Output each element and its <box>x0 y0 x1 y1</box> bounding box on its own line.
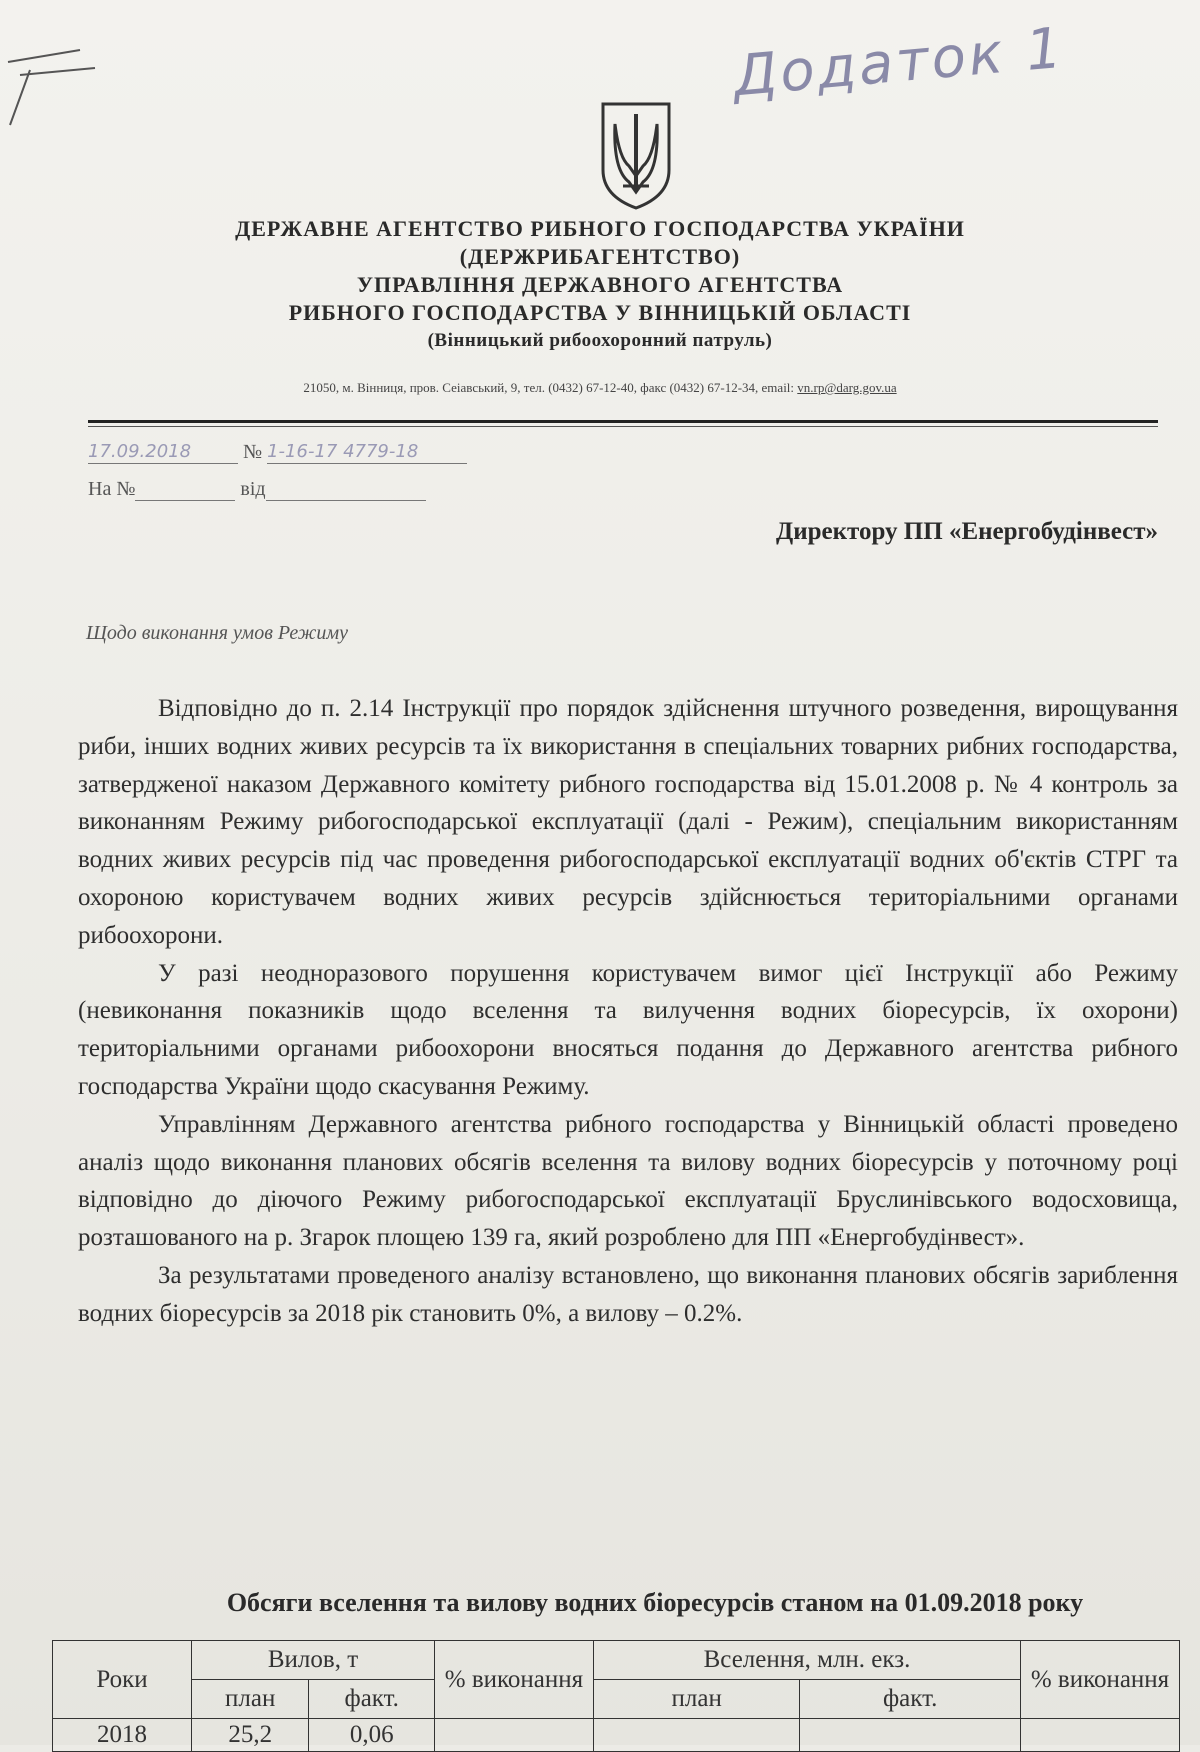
col-catch: Вилов, т <box>192 1641 435 1680</box>
agency-line-3: УПРАВЛІННЯ ДЕРЖАВНОГО АГЕНТСТВА <box>356 272 844 297</box>
cell-pct-catch <box>434 1719 593 1752</box>
agency-line-2: (ДЕРЖРИБАГЕНТСТВО) <box>459 244 741 269</box>
sub-catch-fact: факт. <box>309 1680 435 1719</box>
registration-number: 1-16-17 4779-18 <box>267 441 419 462</box>
data-table <box>52 1640 1180 1752</box>
registration-date: 17.09.2018 <box>88 441 192 462</box>
addressee: Директору ПП «Енергобудінвест» <box>776 518 1158 545</box>
agency-line-5: (Вінницький рибоохоронний патруль) <box>427 330 773 351</box>
header-rule-thin <box>88 426 1158 427</box>
col-pct-stocking: % виконання <box>1021 1641 1180 1719</box>
col-pct-catch: % виконання <box>434 1641 593 1719</box>
table-title: Обсяги вселення та вилову водних біоресурсів станом на 01.09.2018 року <box>226 1588 1084 1617</box>
letter-body <box>78 690 1178 1333</box>
address-text: 21050, м. Вінниця, пров. Сеіавський, 9, тел. (0432) 67-12-40, факс (0432) 67-12-34, email: <box>303 380 795 395</box>
table-subheader-row <box>53 1680 1180 1719</box>
cell-pct-stock <box>1021 1719 1180 1752</box>
agency-line-4: РИБНОГО ГОСПОДАРСТВА У ВІННИЦЬКІЙ ОБЛАСТІ <box>288 300 912 325</box>
sub-stocking-plan: план <box>593 1680 799 1719</box>
cell-stock-fact <box>800 1719 1021 1752</box>
cell-year: 2018 <box>53 1719 192 1752</box>
sub-catch-plan: план <box>192 1680 309 1719</box>
header-rule <box>88 420 1158 423</box>
table-header-row <box>53 1641 1180 1680</box>
col-stocking: Вселення, млн. екз. <box>593 1641 1020 1680</box>
table-row <box>53 1719 1180 1752</box>
subject-line: Щодо виконання умов Режиму <box>86 622 348 644</box>
cell-catch-fact: 0,06 <box>309 1719 435 1752</box>
reference-line <box>88 478 426 501</box>
agency-line-1: ДЕРЖАВНЕ АГЕНТСТВО РИБНОГО ГОСПОДАРСТВА УКРАЇНИ <box>235 216 965 241</box>
ref-label: На № <box>88 478 136 500</box>
email-link[interactable]: vn.rp@darg.gov.ua <box>797 380 897 395</box>
paragraph-2: У разі неодноразового порушення користувачем вимог цієї Інструкції або Режиму (невиконання показників щодо вселення та вилучення водних біоресурсів, їх охорони) територіальними органами рибоохорони вносяться подання до Державного агентства рибного господарства України щодо скасування Режиму. <box>78 959 1178 1100</box>
registration-line <box>88 440 467 464</box>
paragraph-3: Управлінням Державного агентства рибного господарства у Вінницькій області проведено аналіз щодо виконання планових обсягів вселення та вилову водних біоресурсів у поточному році відповідно до діючого Режиму рибогосподарської експлуатації Бруслинівського водосховища, розташованого на р. Згарок площею 139 га, який розроблено для ПП «Енергобудінвест». <box>78 1110 1178 1252</box>
cell-stock-plan <box>593 1719 799 1752</box>
agency-header <box>0 215 1200 355</box>
cell-catch-plan: 25,2 <box>192 1719 309 1752</box>
trident-emblem-icon <box>597 100 675 212</box>
handwritten-annotation: Додаток 1 <box>730 15 1068 110</box>
sub-stocking-fact: факт. <box>800 1680 1021 1719</box>
address-line <box>0 380 1200 396</box>
number-label: № <box>243 441 263 463</box>
paragraph-4: За результатами проведеного аналізу встановлено, що виконання планових обсягів зариблення водних біоресурсів за 2018 рік становить 0%, а вилову – 0.2%. <box>78 1261 1178 1327</box>
from-label: від <box>240 478 266 500</box>
paragraph-1: Відповідно до п. 2.14 Інструкції про порядок здійснення штучного розведення, вирощування риби, інших водних живих ресурсів та їх використання в спеціальних товарних рибних господарства, затвердженої наказом Державного комітету рибного господарства від 15.01.2008 р. № 4 контроль за виконанням Режиму рибогосподарської експлуатації (далі - Режим), спеціальним використанням водних живих ресурсів під час проведення рибогосподарської експлуатації водних об'єктів СТРГ та охороною користувачем водних живих ресурсів здійснюється територіальними органами рибоохорони. <box>78 695 1178 949</box>
corner-pen-mark <box>0 20 110 130</box>
col-years: Роки <box>53 1641 192 1719</box>
